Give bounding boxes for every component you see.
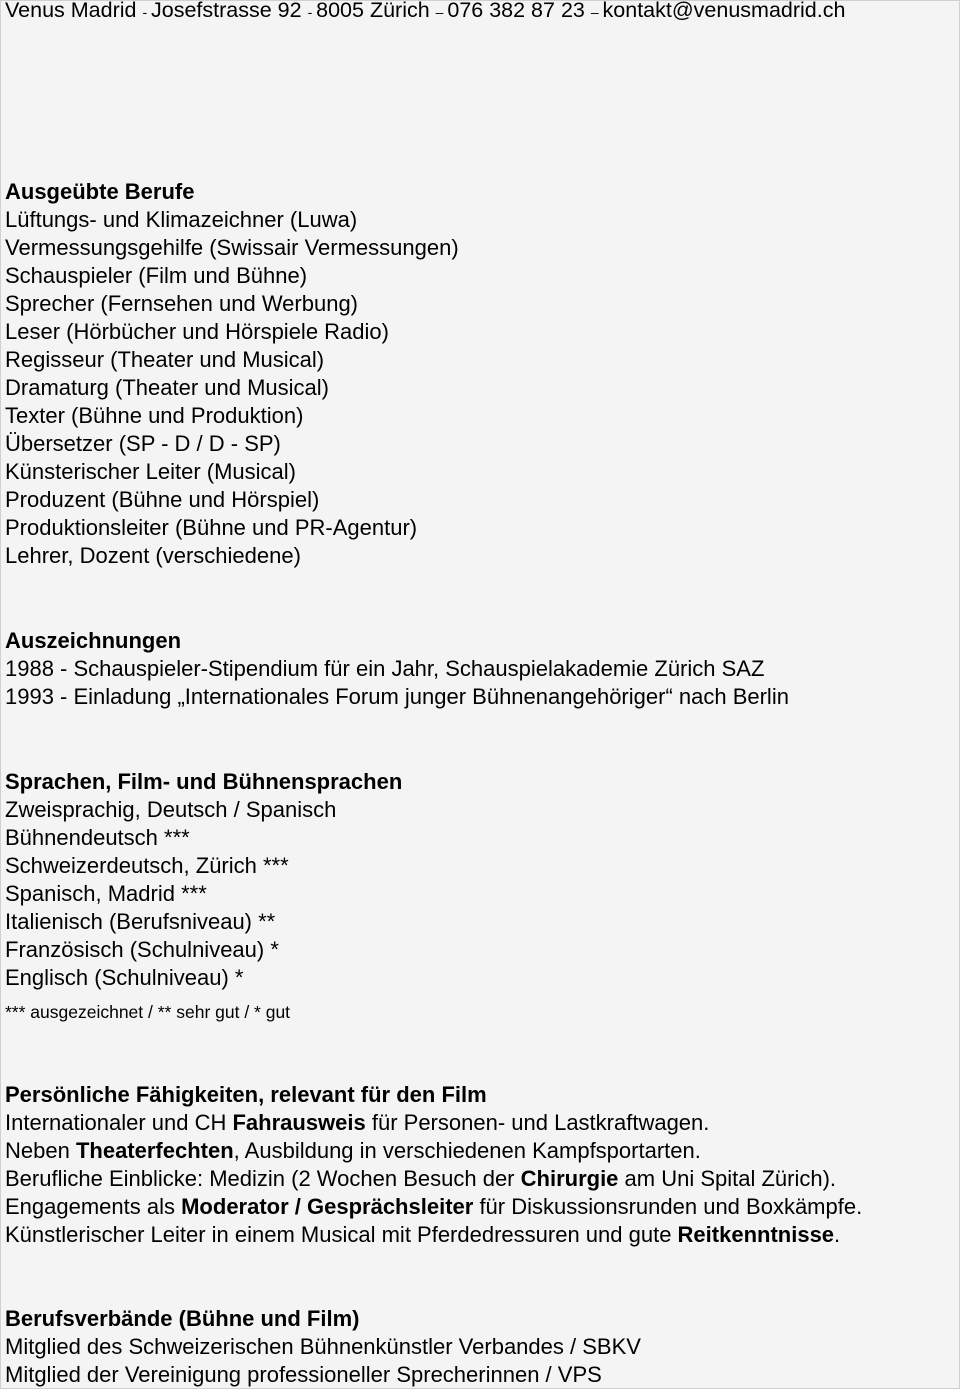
list-item: Produzent (Bühne und Hörspiel) <box>5 487 320 512</box>
header-separator: - <box>307 4 317 20</box>
line-text: Künstlerischer Leiter in einem Musical mit Pferdedressuren und gute <box>5 1222 678 1247</box>
list-item: Spanisch, Madrid *** <box>5 881 207 906</box>
contact-header <box>5 0 845 27</box>
line-text: am Uni Spital Zürich). <box>618 1166 837 1191</box>
list-item: Übersetzer (SP - D / D - SP) <box>5 431 281 456</box>
list-item <box>5 1193 955 1221</box>
header-name: Venus Madrid <box>5 0 137 22</box>
list-item <box>5 1221 955 1249</box>
rating-legend: *** ausgezeichnet / ** sehr gut / * gut <box>5 1002 291 1022</box>
section-heading: Ausgeübte Berufe <box>5 179 195 204</box>
list-item: Mitglied des Schweizerischen Bühnenkünstler Verbandes / SBKV <box>5 1334 641 1359</box>
list-item: Englisch (Schulniveau) * <box>5 965 244 990</box>
section-auszeichnungen <box>5 627 955 711</box>
section-sprachen <box>5 768 955 1022</box>
line-text: Berufliche Einblicke: Medizin (2 Wochen Besuch der <box>5 1166 521 1191</box>
list-item: Französisch (Schulniveau) * <box>5 937 279 962</box>
section-berufe <box>5 178 955 570</box>
header-address: Josefstrasse 92 <box>151 0 302 22</box>
list-item <box>5 1109 955 1137</box>
list-item: Regisseur (Theater und Musical) <box>5 347 325 372</box>
header-email: kontakt@venusmadrid.ch <box>602 0 846 22</box>
list-item: Bühnendeutsch *** <box>5 825 190 850</box>
line-highlight: Chirurgie <box>520 1166 619 1191</box>
section-heading: Sprachen, Film- und Bühnensprachen <box>5 769 403 794</box>
line-text: Neben <box>5 1138 76 1163</box>
line-highlight: Theaterfechten <box>75 1138 234 1163</box>
list-item: Leser (Hörbücher und Hörspiele Radio) <box>5 319 389 344</box>
list-item: Lüftungs- und Klimazeichner (Luwa) <box>5 207 358 232</box>
header-separator: – <box>590 4 603 20</box>
line-text: für Diskussionsrunden und Boxkämpfe. <box>473 1194 863 1219</box>
line-text: . <box>834 1222 841 1247</box>
section-heading: Persönliche Fähigkeiten, relevant für den Film <box>5 1082 487 1107</box>
list-item: Dramaturg (Theater und Musical) <box>5 375 330 400</box>
header-separator: – <box>435 4 448 20</box>
list-item: Schauspieler (Film und Bühne) <box>5 263 308 288</box>
list-item: Schweizerdeutsch, Zürich *** <box>5 853 289 878</box>
section-heading: Berufsverbände (Bühne und Film) <box>5 1306 360 1331</box>
list-item: Produktionsleiter (Bühne und PR-Agentur) <box>5 515 418 540</box>
list-item: Sprecher (Fernsehen und Werbung) <box>5 291 359 316</box>
line-highlight: Fahrausweis <box>232 1110 366 1135</box>
list-item: Italienisch (Berufsniveau) ** <box>5 909 276 934</box>
list-item <box>5 1137 955 1165</box>
section-faehigkeiten <box>5 1081 955 1249</box>
header-phone: 076 382 87 23 <box>447 0 585 22</box>
list-item: Mitglied der Vereinigung professioneller Sprecherinnen / VPS <box>5 1362 602 1387</box>
section-heading: Auszeichnungen <box>5 628 182 653</box>
line-text: für Personen- und Lastkraftwagen. <box>365 1110 710 1135</box>
header-city: 8005 Zürich <box>316 0 430 22</box>
section-verbaende <box>5 1305 955 1389</box>
list-item: 1988 - Schauspieler-Stipendium für ein Jahr, Schauspielakademie Zürich SAZ <box>5 656 765 681</box>
list-item: Lehrer, Dozent (verschiedene) <box>5 543 301 568</box>
line-text: , Ausbildung in verschiedenen Kampfsportarten. <box>233 1138 701 1163</box>
list-item: 1993 - Einladung „Internationales Forum junger Bühnenangehöriger“ nach Berlin <box>5 684 789 709</box>
line-text: Engagements als <box>5 1194 182 1219</box>
line-text: Internationaler und CH <box>5 1110 233 1135</box>
header-separator: - <box>142 4 152 20</box>
list-item: Zweisprachig, Deutsch / Spanisch <box>5 797 337 822</box>
line-highlight: Reitkenntnisse <box>677 1222 835 1247</box>
list-item: Künsterischer Leiter (Musical) <box>5 459 296 484</box>
list-item: Texter (Bühne und Produktion) <box>5 403 304 428</box>
list-item <box>5 1165 955 1193</box>
line-highlight: Moderator / Gesprächsleiter <box>181 1194 474 1219</box>
list-item: Vermessungsgehilfe (Swissair Vermessungen) <box>5 235 459 260</box>
